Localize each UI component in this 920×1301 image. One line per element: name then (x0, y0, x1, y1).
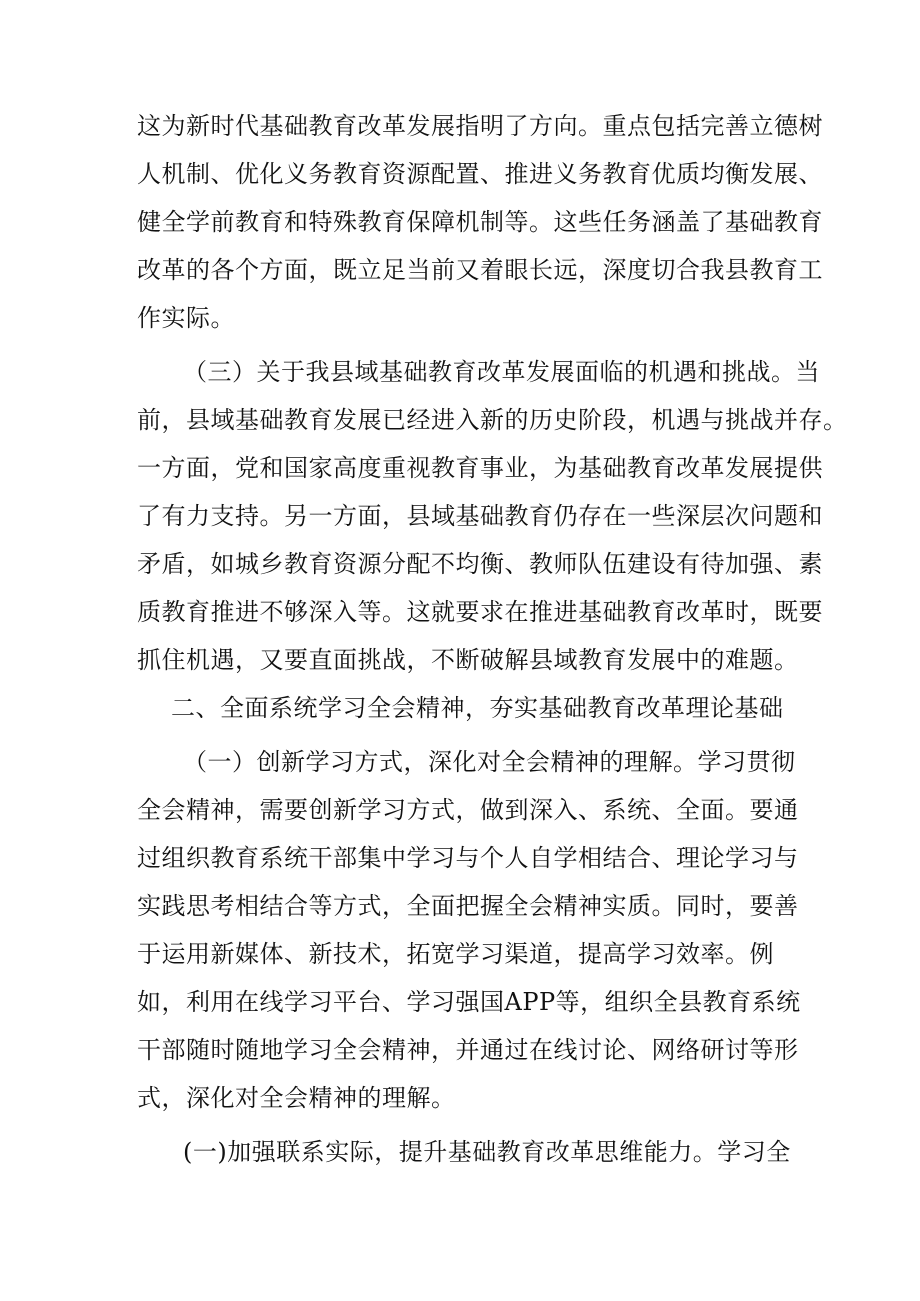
text-line: 干部随时随地学习全会精神，并通过在线讨论、网络研讨等形 (137, 1036, 799, 1064)
paragraph-start-line: (一)加强联系实际，提升基础教育改革思维能力。学习全 (183, 1138, 791, 1166)
text-line: 抓住机遇，又要直面挑战，不断破解县域教育发展中的难题。 (137, 646, 799, 674)
paragraph-start-line: （一）创新学习方式，深化对全会精神的理解。学习贯彻 (183, 748, 796, 776)
text-line: 改革的各个方面，既立足当前又着眼长远，深度切合我县教育工 (137, 256, 823, 284)
text-line: 质教育推进不够深入等。这就要求在推进基础教育改革时，既要 (137, 598, 823, 626)
text-line: 如，利用在线学习平台、学习强国APP等，组织全县教育系统 (137, 988, 801, 1016)
paragraph-start-line: （三）关于我县域基础教育改革发展面临的机遇和挑战。当 (183, 358, 820, 386)
text-line: 一方面，党和国家高度重视教育事业，为基础教育改革发展提供 (137, 454, 823, 482)
text-line: 前，县域基础教育发展已经进入新的历史阶段，机遇与挑战并存。 (137, 406, 848, 434)
text-line: 人机制、优化义务教育资源配置、推进义务教育优质均衡发展、 (137, 160, 823, 188)
text-line: 实践思考相结合等方式，全面把握全会精神实质。同时，要善 (137, 892, 799, 920)
text-line: 式，深化对全会精神的理解。 (137, 1084, 456, 1112)
text-line: 矛盾，如城乡教育资源分配不均衡、教师队伍建设有待加强、素 (137, 550, 823, 578)
text-line: 作实际。 (137, 304, 235, 332)
text-line: 全会精神，需要创新学习方式，做到深入、系统、全面。要通 (137, 796, 799, 824)
text-line: 健全学前教育和特殊教育保障机制等。这些任务涵盖了基础教育 (137, 208, 823, 236)
text-line: 了有力支持。另一方面，县域基础教育仍存在一些深层次问题和 (137, 502, 823, 530)
text-line: 于运用新媒体、新技术，拓宽学习渠道，提高学习效率。例 (137, 940, 774, 968)
text-line: 过组织教育系统干部集中学习与个人自学相结合、理论学习与 (137, 844, 799, 872)
document-body (137, 102, 848, 1176)
section-heading: 二、全面系统学习全会精神，夯实基础教育改革理论基础 (171, 694, 784, 722)
text-line: 这为新时代基础教育改革发展指明了方向。重点包括完善立德树 (137, 112, 823, 140)
